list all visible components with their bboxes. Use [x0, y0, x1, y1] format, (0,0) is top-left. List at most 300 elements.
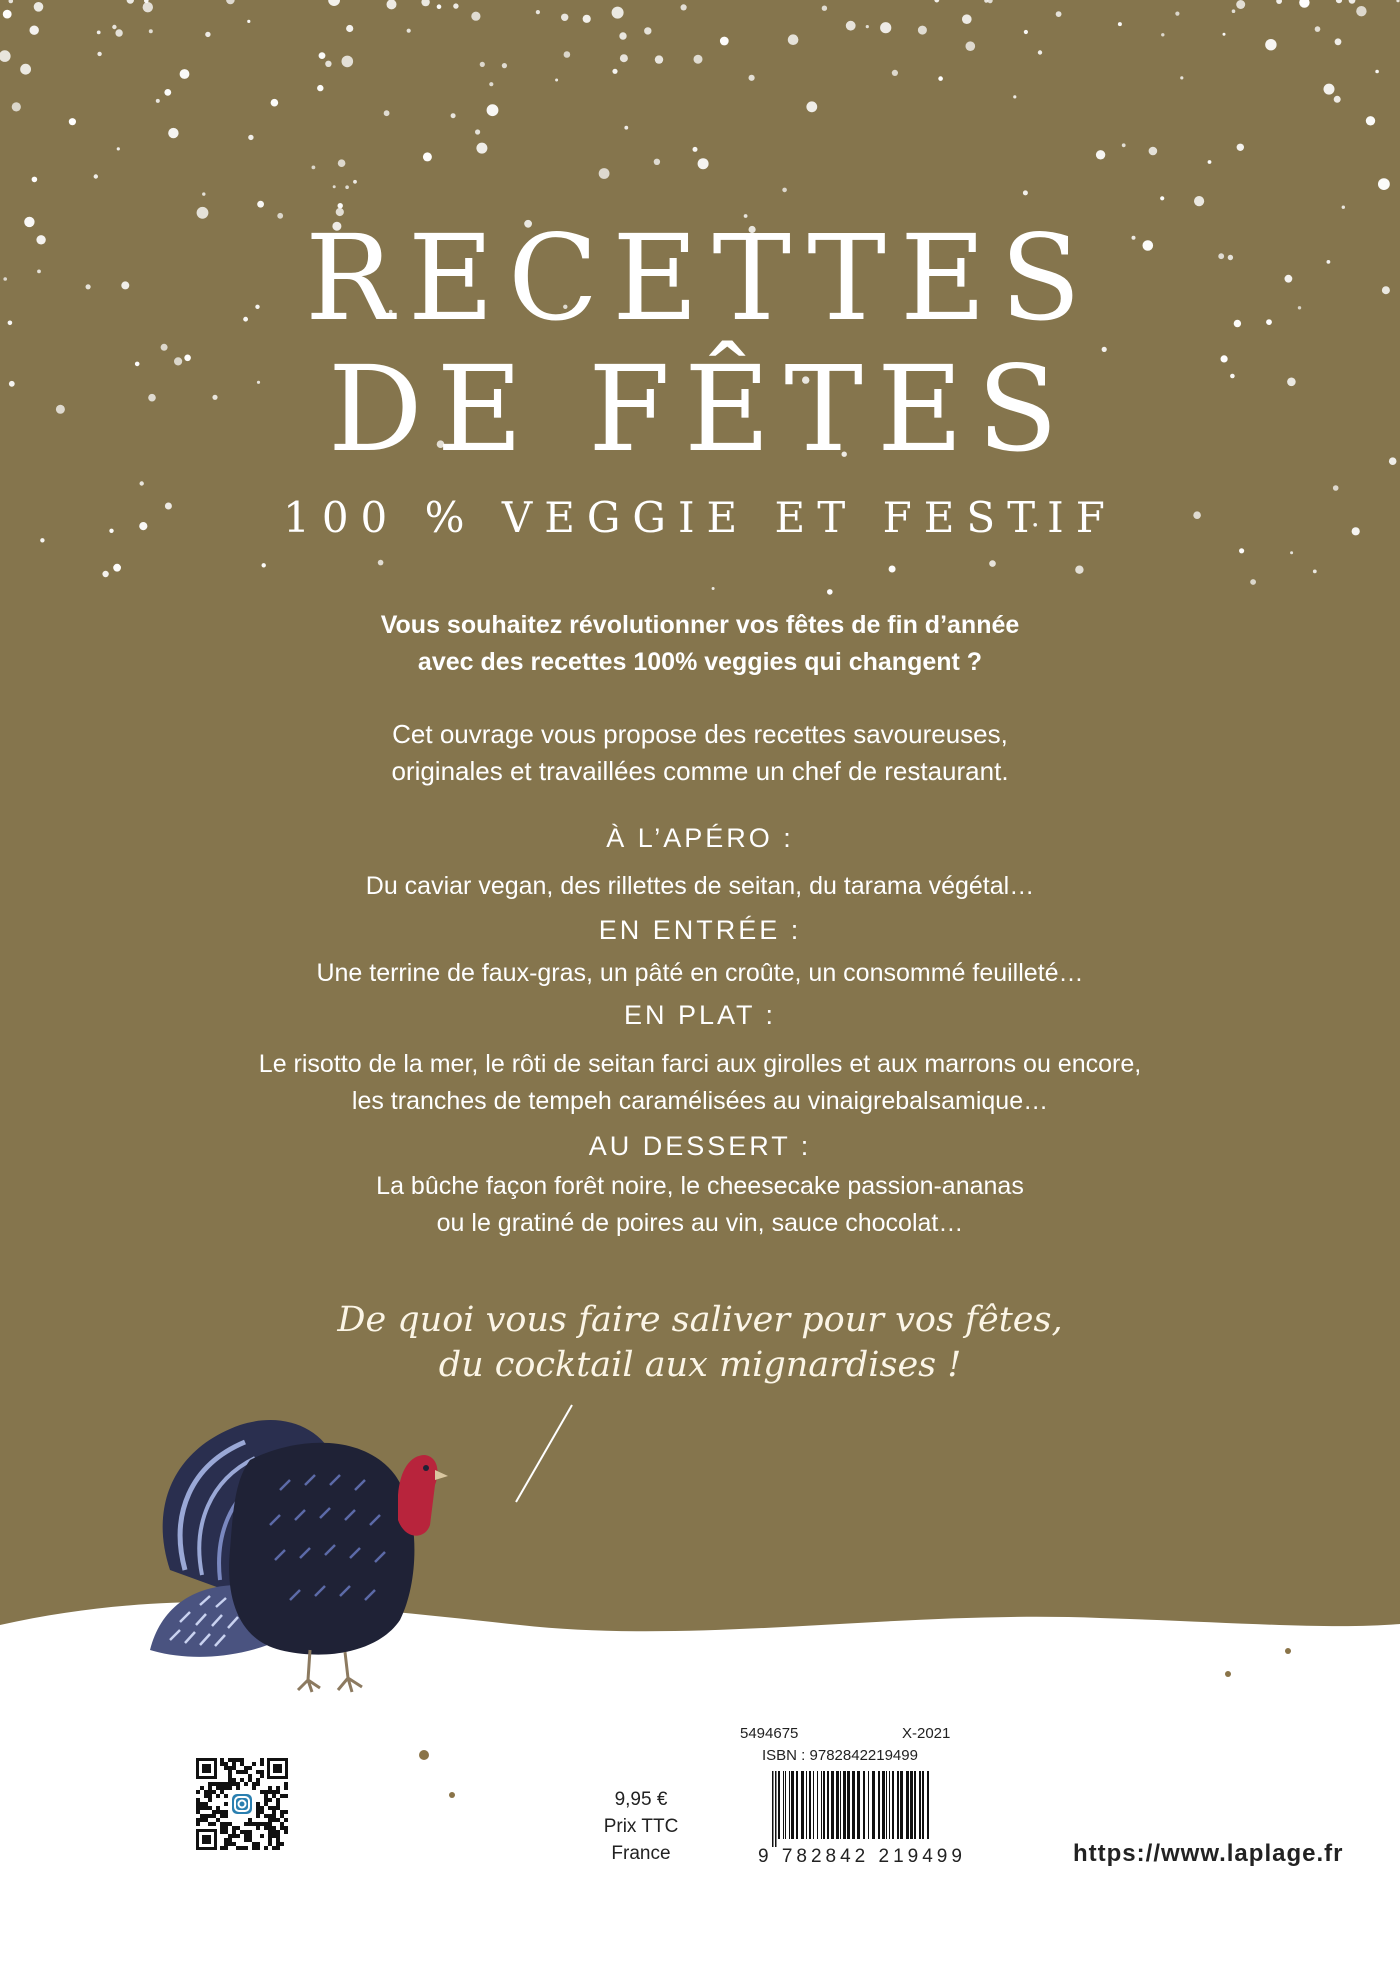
section-text-dessert-line-1: La bûche façon forêt noire, le cheesecake passion-ananas — [376, 1172, 1024, 1200]
snowflake — [1180, 76, 1183, 79]
qr-module — [236, 1786, 240, 1790]
snowflake — [655, 55, 663, 63]
section-text-plat-line-1: Le risotto de la mer, le rôti de seitan farci aux girolles et aux marrons ou encore, — [258, 1050, 1142, 1078]
qr-module — [244, 1766, 248, 1770]
snowflake — [681, 4, 687, 10]
snowflake — [180, 69, 190, 79]
barcode-bar — [889, 1771, 890, 1839]
qr-module — [264, 1802, 268, 1806]
snowflake — [423, 152, 432, 161]
barcode-bar — [806, 1771, 807, 1839]
section-heading-plat: EN PLAT : — [623, 1000, 777, 1030]
qr-module — [268, 1842, 272, 1846]
snowflake — [345, 185, 349, 189]
barcode-bar — [922, 1771, 924, 1839]
qr-module — [204, 1814, 208, 1818]
snowflake — [889, 566, 896, 573]
snowflake — [806, 101, 817, 112]
publisher-url-link[interactable]: https://www.laplage.fr — [1073, 1840, 1344, 1867]
snowflake — [1250, 579, 1256, 585]
qr-module — [216, 1806, 220, 1810]
qr-module — [276, 1798, 280, 1802]
title-line-1: RECETTES — [305, 209, 1095, 347]
snowflake — [720, 37, 729, 46]
barcode-bar — [914, 1771, 916, 1839]
snowflake — [1056, 11, 1062, 17]
snowflake — [112, 25, 116, 29]
snowflake — [475, 129, 480, 134]
qr-module — [252, 1846, 256, 1850]
qr-module — [256, 1810, 260, 1814]
qr-module — [276, 1818, 280, 1822]
barcode-bar — [801, 1771, 804, 1839]
qr-module — [228, 1766, 232, 1770]
qr-module — [272, 1846, 276, 1850]
qr-module — [252, 1842, 256, 1846]
barcode-bar — [775, 1771, 777, 1847]
snowflake — [846, 21, 856, 31]
qr-module — [252, 1782, 256, 1786]
snowflake — [644, 27, 651, 34]
barcode-bar — [831, 1771, 834, 1839]
barcode-bar — [906, 1771, 909, 1839]
qr-module — [276, 1838, 280, 1842]
qr-module — [232, 1826, 236, 1830]
qr-module — [236, 1758, 240, 1762]
snowflake — [149, 29, 153, 33]
qr-module — [220, 1814, 224, 1818]
snowflake — [1333, 485, 1339, 491]
qr-module — [248, 1822, 252, 1826]
qr-module — [224, 1766, 228, 1770]
barcode-bar — [778, 1771, 780, 1839]
barcode-bar — [910, 1771, 913, 1839]
qr-module — [272, 1818, 276, 1822]
barcode-bar — [809, 1771, 811, 1839]
qr-module — [260, 1806, 264, 1810]
snowflake — [319, 52, 326, 59]
snowflake — [202, 192, 205, 195]
qr-module — [196, 1806, 200, 1810]
barcode-bar — [863, 1771, 865, 1839]
qr-module — [240, 1846, 244, 1850]
snowflake — [489, 82, 493, 86]
qr-module — [284, 1810, 288, 1814]
snowflake — [338, 203, 343, 208]
snowflake — [892, 70, 898, 76]
qr-module — [268, 1830, 272, 1834]
snowflake — [333, 185, 336, 188]
qr-module — [272, 1810, 276, 1814]
qr-module — [196, 1798, 200, 1802]
section-heading-apero: À L’APÉRO : — [606, 823, 794, 853]
section-text-plat-line-2: les tranches de tempeh caramélisées au vinaigrebalsamique… — [351, 1087, 1049, 1115]
snowflake — [476, 143, 487, 154]
qr-module — [248, 1766, 252, 1770]
snowflake — [564, 51, 571, 58]
qr-module — [232, 1834, 236, 1838]
qr-module — [224, 1786, 228, 1790]
qr-module — [228, 1770, 232, 1774]
qr-module — [200, 1814, 204, 1818]
qr-module — [272, 1826, 276, 1830]
snowflake — [694, 55, 703, 64]
barcode-bar — [852, 1771, 855, 1839]
snowflake — [1161, 33, 1164, 36]
section-text-entree: Une terrine de faux-gras, un pâté en croûte, un consommé feuilleté… — [316, 959, 1084, 987]
qr-module — [216, 1818, 220, 1822]
qr-module — [208, 1814, 212, 1818]
barcode-bar — [919, 1771, 921, 1839]
intro-line-1: Cet ouvrage vous propose des recettes savoureuses, — [392, 719, 1008, 749]
qr-module — [240, 1762, 244, 1766]
snowflake — [3, 10, 12, 19]
qr-module — [232, 1758, 236, 1762]
qr-module — [240, 1758, 244, 1762]
qr-module — [260, 1774, 264, 1778]
barcode-bar — [847, 1771, 850, 1839]
qr-module — [260, 1758, 264, 1762]
snowflake — [378, 560, 384, 566]
snowflake — [1366, 116, 1375, 125]
qr-module — [224, 1814, 228, 1818]
barcode-bar — [821, 1771, 822, 1839]
quote-line-1: De quoi vous faire saliver pour vos fêtes, — [337, 1300, 1063, 1340]
qr-module — [256, 1782, 260, 1786]
qr-module — [220, 1786, 224, 1790]
snowflake — [536, 10, 540, 14]
snowflake — [97, 31, 101, 35]
qr-module — [196, 1802, 200, 1806]
qr-module — [268, 1818, 272, 1822]
barcode-bar — [817, 1771, 818, 1839]
qr-module — [236, 1782, 240, 1786]
snowflake — [1194, 196, 1204, 206]
qr-module — [204, 1794, 208, 1798]
qr-module — [208, 1798, 212, 1802]
qr-module — [248, 1838, 252, 1842]
qr-module — [244, 1782, 248, 1786]
snowflake — [555, 79, 558, 82]
qr-module — [284, 1826, 288, 1830]
snowflake — [97, 52, 101, 56]
snowflake — [271, 99, 279, 107]
isbn-label: ISBN : 9782842219499 — [762, 1747, 918, 1764]
qr-module — [224, 1830, 228, 1834]
snowflake — [117, 147, 120, 150]
snowflake — [693, 147, 698, 152]
qr-module — [276, 1802, 280, 1806]
qr-module — [224, 1782, 228, 1786]
qr-module — [260, 1834, 264, 1838]
snowflake — [1075, 566, 1083, 574]
qr-module — [248, 1774, 252, 1778]
snowflake — [1024, 30, 1028, 34]
snowflake — [34, 2, 44, 12]
snowflake — [480, 62, 485, 67]
qr-module — [228, 1758, 232, 1762]
snowflake — [1239, 548, 1244, 553]
snowflake — [962, 14, 972, 24]
qr-module — [244, 1834, 248, 1838]
qr-module — [208, 1790, 212, 1794]
price-block — [586, 1786, 696, 1867]
section-text-apero: Du caviar vegan, des rillettes de seitan, du tarama végétal… — [365, 872, 1035, 900]
snowflake — [384, 110, 390, 116]
snowflake — [140, 481, 144, 485]
snowflake — [1342, 206, 1345, 209]
qr-module — [256, 1770, 260, 1774]
qr-module — [272, 1834, 276, 1838]
barcode-bar — [886, 1771, 887, 1839]
title-line-2: DE FÊTES — [328, 340, 1072, 478]
snowflake — [437, 4, 442, 9]
qr-module — [232, 1830, 236, 1834]
barcode-bar — [772, 1771, 774, 1847]
snowflake — [1175, 12, 1179, 16]
qr-module — [232, 1842, 236, 1846]
snowflake — [1378, 178, 1390, 190]
qr-module — [196, 1818, 200, 1822]
barcode-bar — [868, 1771, 869, 1839]
snowflake — [788, 34, 799, 45]
snowflake — [453, 3, 458, 8]
qr-module — [200, 1802, 204, 1806]
qr-module — [256, 1826, 260, 1830]
snowflake — [407, 29, 411, 33]
section-text-dessert-line-2: ou le gratiné de poires au vin, sauce chocolat… — [436, 1209, 964, 1237]
product-code: 5494675 — [740, 1725, 799, 1742]
snowflake — [1313, 570, 1317, 574]
snowflake — [620, 54, 628, 62]
barcode-bar — [836, 1771, 839, 1839]
qr-module — [284, 1818, 288, 1822]
intro-bold-line-1: Vous souhaitez révolutionner vos fêtes de fin d’année — [380, 611, 1020, 639]
price-country: France — [611, 1843, 671, 1864]
qr-module — [260, 1810, 264, 1814]
qr-module — [240, 1770, 244, 1774]
qr-module — [280, 1814, 284, 1818]
snowflake — [338, 159, 346, 167]
qr-module — [284, 1786, 288, 1790]
snowflake — [205, 32, 210, 37]
qr-module — [208, 1786, 212, 1790]
qr-module — [264, 1798, 268, 1802]
qr-module — [224, 1846, 228, 1850]
qr-module — [228, 1822, 232, 1826]
qr-module — [252, 1786, 256, 1790]
qr-module — [228, 1842, 232, 1846]
snowflake — [30, 26, 39, 35]
barcode-bar — [823, 1771, 825, 1839]
snowflake — [325, 61, 331, 67]
qr-module — [212, 1790, 216, 1794]
snowflake — [1237, 144, 1244, 151]
qr-module — [248, 1818, 252, 1822]
snowflake — [782, 188, 787, 193]
snowflake — [156, 99, 160, 103]
snowflake — [1038, 50, 1042, 54]
snowflake — [20, 64, 31, 75]
snowflake — [317, 85, 323, 91]
qr-module — [212, 1814, 216, 1818]
qr-module — [276, 1842, 280, 1846]
qr-module — [220, 1830, 224, 1834]
qr-module — [204, 1802, 208, 1806]
snowflake — [471, 12, 480, 21]
snowflake — [1223, 33, 1226, 36]
barcode-bar — [872, 1771, 875, 1839]
snowflake — [938, 76, 943, 81]
qr-module — [276, 1806, 280, 1810]
snowflake — [1315, 26, 1321, 32]
qr-module — [276, 1790, 280, 1794]
qr-module — [224, 1802, 228, 1806]
qr-module — [224, 1794, 228, 1798]
snowflake — [113, 564, 121, 572]
qr-module — [272, 1814, 276, 1818]
qr-module — [220, 1822, 224, 1826]
snowflake — [619, 32, 626, 39]
qr-module — [272, 1830, 276, 1834]
barcode-bar — [892, 1771, 894, 1839]
qr-module — [268, 1834, 272, 1838]
snowflake — [342, 56, 354, 68]
qr-module — [256, 1846, 260, 1850]
snowflake — [312, 166, 316, 170]
qr-module — [268, 1838, 272, 1842]
snowflake — [866, 25, 869, 28]
barcode-icon — [770, 1771, 934, 1847]
qr-module — [268, 1826, 272, 1830]
snowflake — [115, 29, 122, 36]
barcode-bar — [791, 1771, 794, 1839]
snowflake — [502, 63, 507, 68]
qr-module — [264, 1822, 268, 1826]
snowflake — [168, 128, 178, 138]
qr-module — [240, 1778, 244, 1782]
qr-module — [256, 1802, 260, 1806]
turkey-illustration — [130, 1400, 510, 1700]
snowflake — [966, 41, 976, 51]
qr-module — [256, 1822, 260, 1826]
qr-module — [276, 1830, 280, 1834]
qr-module — [216, 1786, 220, 1790]
qr-module — [248, 1834, 252, 1838]
snowflake — [1208, 160, 1212, 164]
snowflake — [1118, 22, 1122, 26]
qr-module — [212, 1822, 216, 1826]
snowflake — [918, 26, 927, 35]
snowflake — [143, 2, 153, 12]
snowflake — [451, 113, 456, 118]
qr-module — [224, 1842, 228, 1846]
snowflake — [346, 25, 353, 32]
snowflake — [1290, 551, 1293, 554]
instagram-icon — [232, 1794, 252, 1814]
qr-code-icon[interactable] — [196, 1758, 288, 1850]
barcode-bar — [843, 1771, 846, 1839]
qr-module — [284, 1830, 288, 1834]
qr-module — [216, 1794, 220, 1798]
snowflake — [247, 20, 250, 23]
snowflake — [94, 174, 98, 178]
qr-module — [224, 1826, 228, 1830]
snowflake — [561, 14, 568, 21]
barcode-bar — [927, 1771, 929, 1839]
snowflake — [69, 118, 76, 125]
qr-module — [216, 1810, 220, 1814]
snowflake — [32, 177, 38, 183]
qr-module — [280, 1810, 284, 1814]
qr-module — [276, 1834, 280, 1838]
barcode-bar — [840, 1771, 841, 1839]
barcode-bar — [785, 1771, 786, 1839]
qr-module — [236, 1770, 240, 1774]
qr-module — [272, 1794, 276, 1798]
qr-module — [268, 1822, 272, 1826]
snowflake — [822, 6, 827, 11]
barcode-bar — [783, 1771, 784, 1839]
qr-module — [228, 1838, 232, 1842]
qr-module — [204, 1790, 208, 1794]
qr-module — [204, 1806, 208, 1810]
qr-module — [196, 1822, 200, 1826]
qr-module — [276, 1846, 280, 1850]
qr-module — [244, 1830, 248, 1834]
qr-module — [220, 1758, 224, 1762]
qr-module — [244, 1770, 248, 1774]
qr-module — [268, 1798, 272, 1802]
snowflake — [1335, 38, 1342, 45]
qr-module — [220, 1846, 224, 1850]
qr-module — [248, 1778, 252, 1782]
qr-module — [256, 1842, 260, 1846]
qr-module — [232, 1778, 236, 1782]
qr-module — [232, 1782, 236, 1786]
snowflake — [1375, 70, 1379, 74]
qr-module — [228, 1834, 232, 1838]
qr-module — [208, 1822, 212, 1826]
qr-module — [280, 1826, 284, 1830]
barcode-digits: 9 782842 219499 — [758, 1846, 966, 1867]
qr-module — [260, 1790, 264, 1794]
snowflake — [1122, 143, 1126, 147]
qr-module — [212, 1782, 216, 1786]
snowflake — [164, 89, 171, 96]
qr-module — [196, 1790, 200, 1794]
qr-module — [220, 1782, 224, 1786]
qr-module — [276, 1786, 280, 1790]
qr-module — [244, 1838, 248, 1842]
qr-module — [228, 1774, 232, 1778]
qr-module — [220, 1762, 224, 1766]
qr-module — [264, 1814, 268, 1818]
barcode-bar — [827, 1771, 829, 1839]
qr-module — [232, 1766, 236, 1770]
barcode-bar — [878, 1771, 880, 1839]
snowflake — [1149, 147, 1158, 156]
snowflake — [1236, 0, 1245, 9]
qr-module — [220, 1790, 224, 1794]
qr-module — [208, 1782, 212, 1786]
qr-module — [260, 1822, 264, 1826]
qr-module — [200, 1818, 204, 1822]
snowflake — [1160, 196, 1164, 200]
qr-module — [280, 1842, 284, 1846]
qr-module — [240, 1830, 244, 1834]
qr-module — [200, 1786, 204, 1790]
